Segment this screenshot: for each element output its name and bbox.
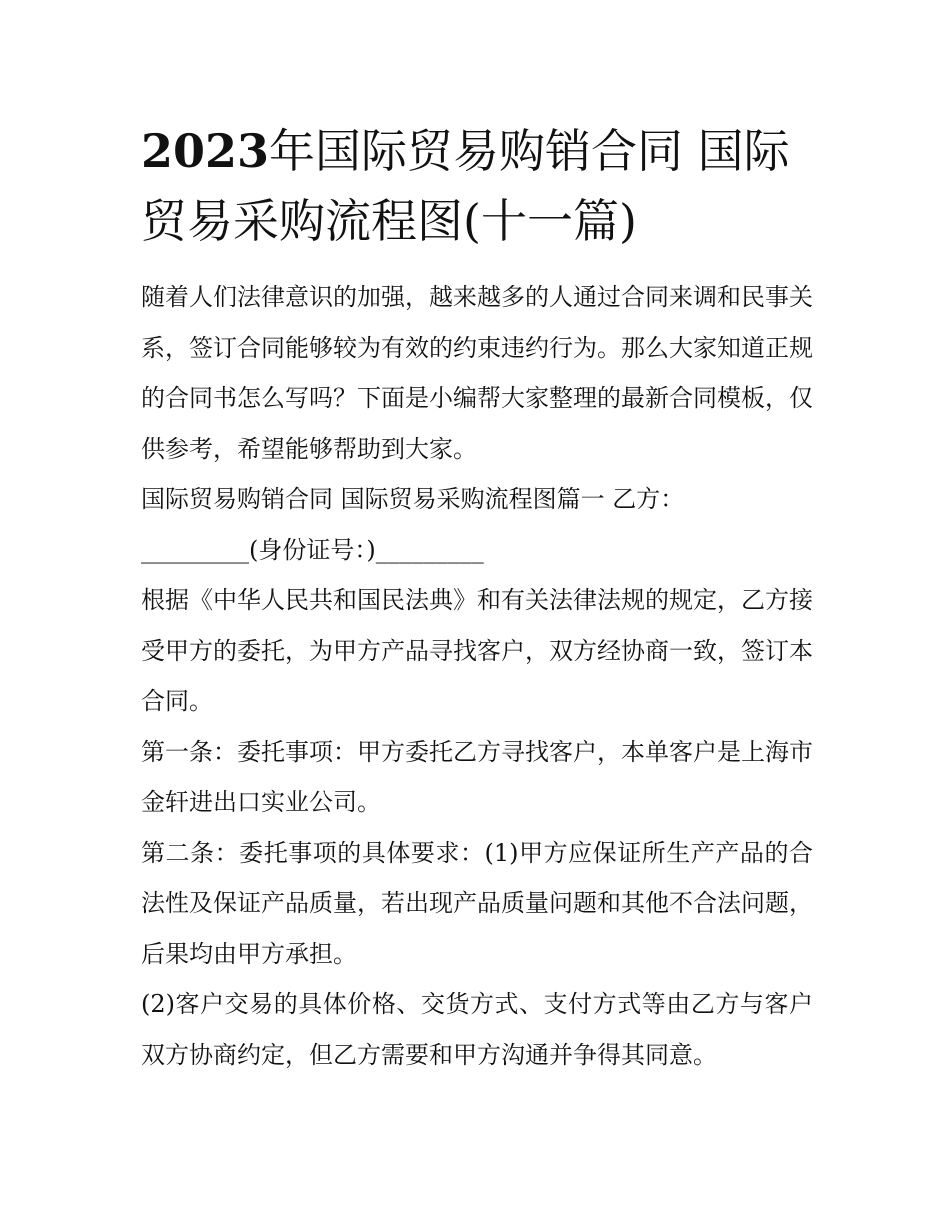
article-2: 第二条：委托事项的具体要求：(1)甲方应保证所生产产品的合法性及保证产品质量，若出现产品质量问题和其他不合法问题，后果均由甲方承担。 <box>141 838 813 968</box>
document-page <box>141 116 813 1080</box>
article-2-item-2: (2)客户交易的具体价格、交货方式、支付方式等由乙方与客户双方协商约定，但乙方需要和甲方沟通并争得其同意。 <box>141 990 813 1069</box>
basis-paragraph: 根据《中华人民共和国民法典》和有关法律法规的规定，乙方接受甲方的委托，为甲方产品寻找客户，双方经协商一致，签订本合同。 <box>141 586 813 715</box>
section-heading: 国际贸易购销合同 国际贸易采购流程图篇一 乙方： <box>141 485 685 513</box>
party-b-id-line: _________(身份证号：)_________ <box>141 535 484 564</box>
intro-paragraph: 随着人们法律意识的加强，越来越多的人通过合同来调和民事关系，签订合同能够较为有效的约束违约行为。那么大家知道正规的合同书怎么写吗？下面是小编帮大家整理的最新合同模板，仅供参考，希望能够帮助到大家。 <box>141 283 813 463</box>
title-text: 年国际贸易购销合同 国际贸易采购流程图(十一篇) <box>141 124 790 248</box>
article-1: 第一条：委托事项：甲方委托乙方寻找客户，本单客户是上海市金轩进出口实业公司。 <box>141 737 813 816</box>
title-year: 2023 <box>141 124 270 178</box>
document-title <box>141 116 813 256</box>
